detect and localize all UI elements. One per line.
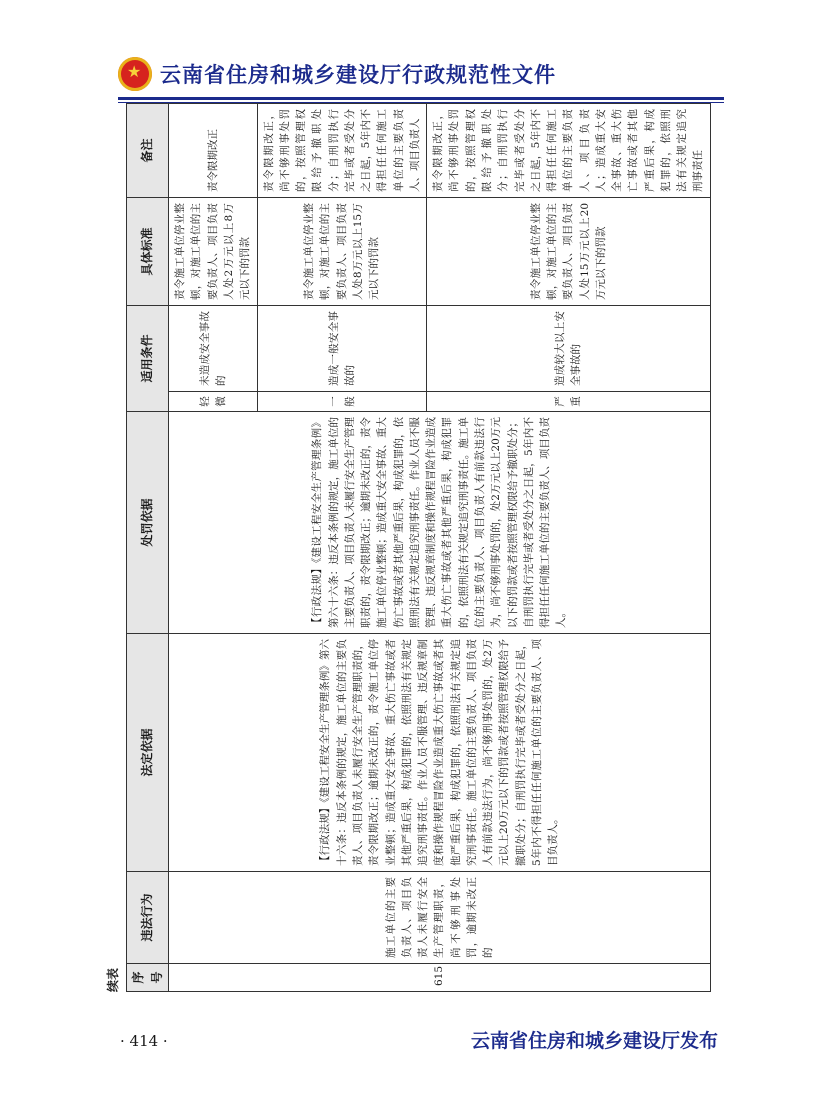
document-header — [118, 54, 556, 94]
remark-general: 责令限期改正，尚不够刑事处罚的，按照管理权限给予撤职处分；自刑罚执行完毕或者受处分之日起，5年内不得担任任何施工单位的主要负责人、项目负责人 — [257, 103, 427, 197]
header-title: 云南省住房和城乡建设厅行政规范性文件 — [160, 63, 556, 87]
condition-minor: 未造成安全事故的 — [169, 305, 257, 391]
condition-severe: 造成较大以上安全事故的 — [427, 305, 711, 391]
penalty-standard-table — [126, 103, 711, 992]
remark-severe: 责令限期改正，尚不够刑事处罚的，按照管理权限给予撤职处分；自刑罚执行完毕或者受处分之日起，5年内不得担任任何施工单位的主要负责人、项目负责人；造成重大安全事故、重大伤亡事故或者其他严重后果，构成犯罪的，依照刑法有关规定追究刑事责任 — [427, 103, 711, 197]
level-severe: 严重 — [427, 392, 711, 412]
col-header-penalty-basis: 处罚依据 — [127, 412, 169, 634]
publisher-footer: 云南省住房和城乡建设厅发布 — [470, 1030, 718, 1052]
standard-general: 责令施工单位停业整顿，对施工单位的主要负责人、项目负责人处8万元以上15万元以下的罚款 — [257, 197, 427, 305]
col-header-standard: 具体标准 — [127, 197, 169, 305]
penalty-table-landscape — [104, 104, 724, 992]
continued-label: 续表 — [106, 967, 120, 992]
col-header-condition: 适用条件 — [127, 305, 169, 411]
penalty-basis-cell: 【行政法规】《建设工程安全生产管理条例》第六十六条：违反本条例的规定，施工单位的主要负责人、项目负责人未履行安全生产管理职责的，责令限期改正；逾期未改正的，责令施工单位停业整顿；造成重大安全事故、重大伤亡事故或者其他严重后果，构成犯罪的，依照刑法有关规定追究刑事责任。作业人员不服管理、违反规章制度和操作规程冒险作业造成重大伤亡事故或者其他严重后果，构成犯罪的，依照刑法有关规定追究刑事责任。施工单位的主要负责人、项目负责人有前款违法行为，尚不够刑事处罚的，处2万元以上20万元以下的罚款或者按照管理权限给予撤职处分；自刑罚执行完毕或者受处分之日起，5年内不得担任任何施工单位的主要负责人、项目负责人。 — [169, 412, 711, 634]
standard-severe: 责令施工单位停业整顿，对施工单位的主要负责人、项目负责人处15万元以上20万元以下的罚款 — [427, 197, 711, 305]
rotated-table-area — [104, 104, 724, 992]
col-header-violation: 违法行为 — [127, 872, 169, 964]
condition-general: 造成一般安全事故的 — [257, 305, 427, 391]
level-minor: 轻微 — [169, 392, 257, 412]
national-emblem-icon — [118, 57, 152, 91]
standard-minor: 责令施工单位停业整顿，对施工单位的主要负责人、项目负责人处2万元以上8万元以下的罚款 — [169, 197, 257, 305]
header-rule — [118, 97, 724, 100]
col-header-no: 序号 — [127, 964, 169, 992]
violation-cell: 施工单位的主要负责人、项目负责人未履行安全生产管理职责，尚不够刑事处罚，逾期未改正的 — [169, 872, 711, 964]
level-general: 一般 — [257, 392, 427, 412]
remark-minor: 责令限期改正 — [169, 103, 257, 197]
table-row — [169, 103, 257, 991]
table-header-row — [127, 103, 169, 991]
row-number: 615 — [169, 964, 711, 992]
col-header-remark: 备注 — [127, 103, 169, 197]
legal-basis-cell: 【行政法规】《建设工程安全生产管理条例》第六十六条：违反本条例的规定，施工单位的主要负责人、项目负责人未履行安全生产管理职责的，责令限期改正；逾期未改正的，责令施工单位停业整顿；造成重大安全事故、重大伤亡事故或者其他严重后果，构成犯罪的，依照刑法有关规定追究刑事责任。作业人员不服管理、违反规章制度和操作规程冒险作业造成重大伤亡事故或者其他严重后果，构成犯罪的，依照刑法有关规定追究刑事责任。施工单位的主要负责人、项目负责人有前款违法行为，尚不够刑事处罚的，处2万元以上20万元以下的罚款或者按照管理权限给予撤职处分；自刑罚执行完毕或者受处分之日起，5年内不得担任任何施工单位的主要负责人、项目负责人。 — [169, 634, 711, 872]
col-header-legal-basis: 法定依据 — [127, 634, 169, 872]
page-number: · 414 · — [120, 1032, 168, 1050]
